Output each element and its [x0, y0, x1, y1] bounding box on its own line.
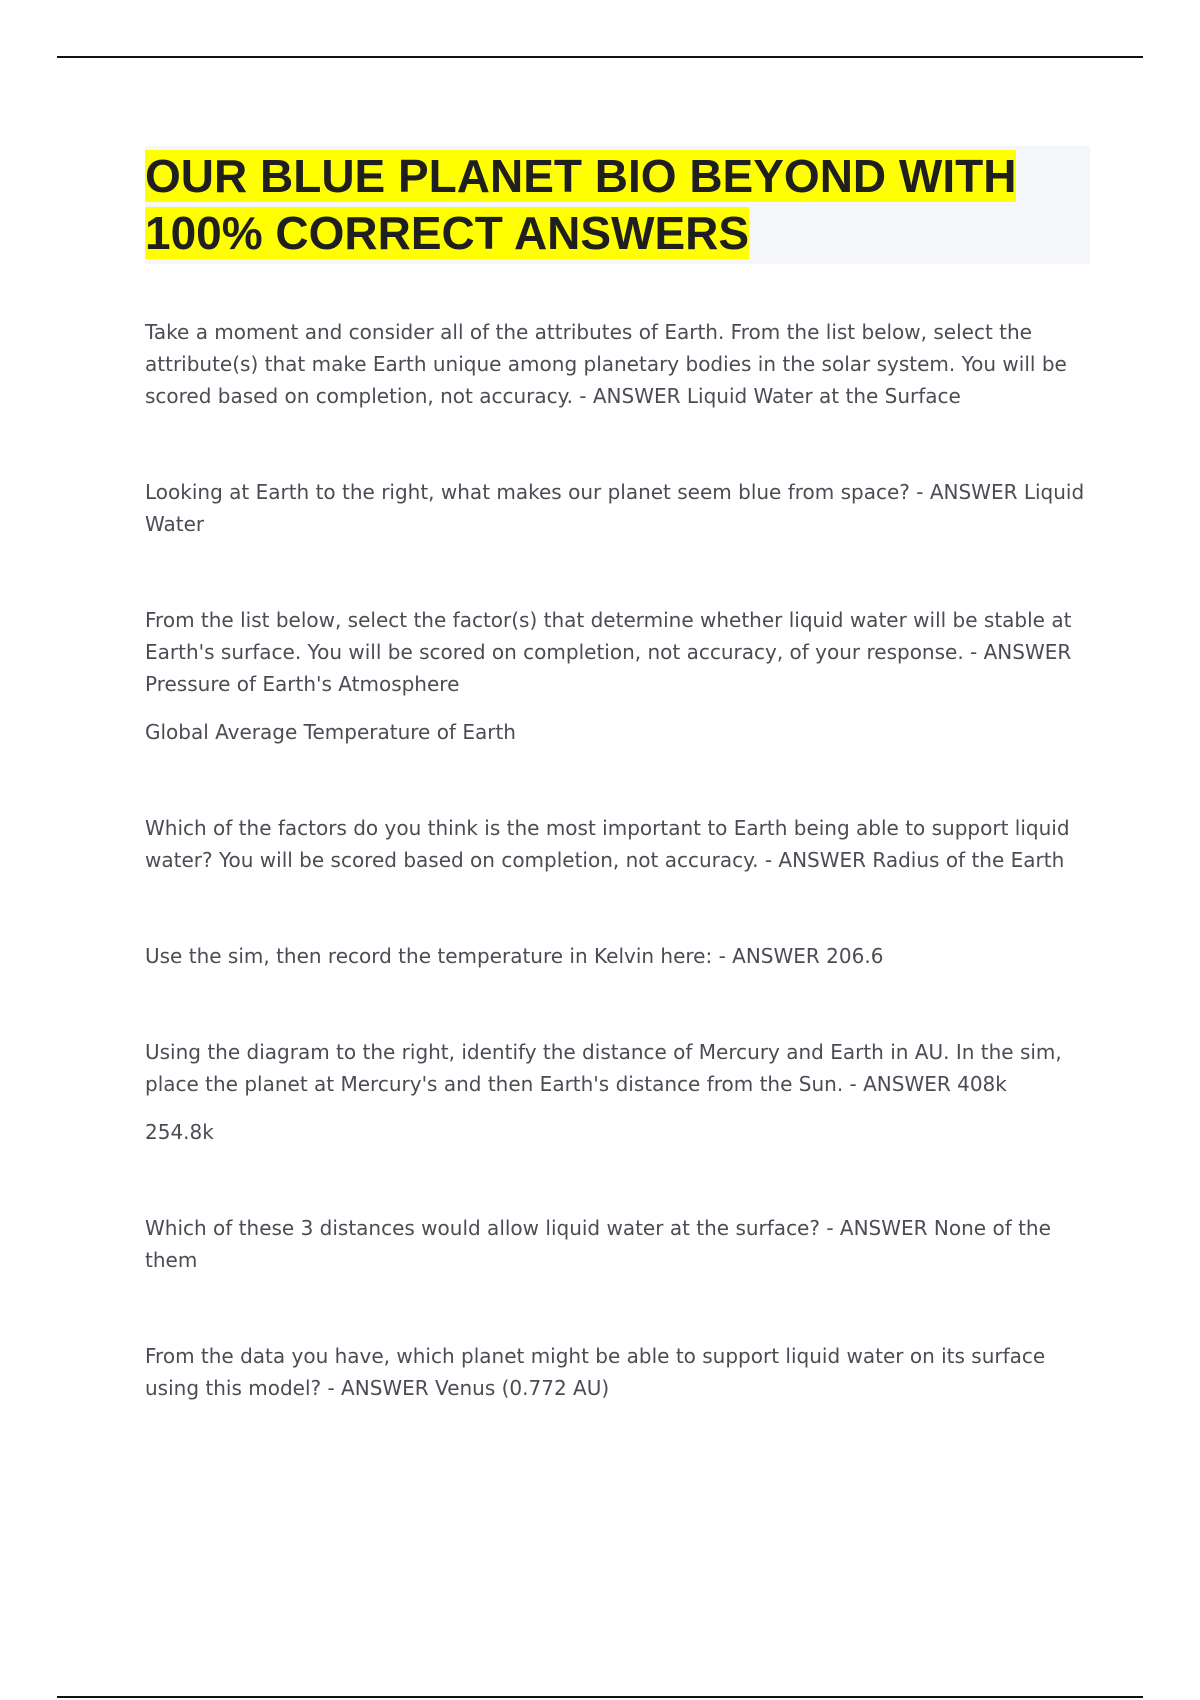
title-highlight: OUR BLUE PLANET BIO BEYOND WITH 100% CORRECT ANSWERS: [145, 150, 1017, 259]
qa-extra-answer: 254.8k: [145, 1120, 214, 1144]
qa-item: [145, 1036, 1090, 1148]
qa-text: Looking at Earth to the right, what makes our planet seem blue from space? - ANSWER Liquid Water: [145, 480, 1085, 536]
qa-text: Which of the factors do you think is the most important to Earth being able to support liquid water? You will be scored based on completion, not accuracy. - ANSWER Radius of the Earth: [145, 816, 1070, 872]
qa-text: Take a moment and consider all of the attributes of Earth. From the list below, select the attribute(s) that make Earth unique among planetary bodies in the solar system. You will be scored based on completion, not accuracy. - ANSWER Liquid Water at the Surface: [145, 320, 1067, 408]
qa-item: [145, 940, 1090, 972]
qa-extra-answer: Global Average Temperature of Earth: [145, 720, 516, 744]
qa-text: Which of these 3 distances would allow liquid water at the surface? - ANSWER None of the them: [145, 1216, 1051, 1272]
top-rule: [57, 56, 1143, 58]
qa-text: From the data you have, which planet might be able to support liquid water on its surface using this model? - ANSWER Venus (0.772 AU): [145, 1344, 1046, 1400]
document-title: [145, 148, 1090, 262]
qa-item: [145, 476, 1090, 540]
document-body: [145, 146, 1090, 1468]
qa-item: [145, 604, 1090, 748]
qa-item: [145, 1212, 1090, 1276]
qa-text: From the list below, select the factor(s) that determine whether liquid water will be stable at Earth's surface. You will be scored on completion, not accuracy, of your response. - ANSWER Pressure of Earth's Atmosphere: [145, 608, 1072, 696]
title-block: [145, 146, 1090, 264]
qa-text: Use the sim, then record the temperature in Kelvin here: - ANSWER 206.6: [145, 944, 884, 968]
qa-item: [145, 1340, 1090, 1404]
qa-text: Using the diagram to the right, identify the distance of Mercury and Earth in AU. In the sim, place the planet at Mercury's and then Earth's distance from the Sun. - ANSWER 408k: [145, 1040, 1062, 1096]
qa-item: [145, 316, 1090, 412]
qa-item: [145, 812, 1090, 876]
bottom-rule: [57, 1696, 1143, 1698]
